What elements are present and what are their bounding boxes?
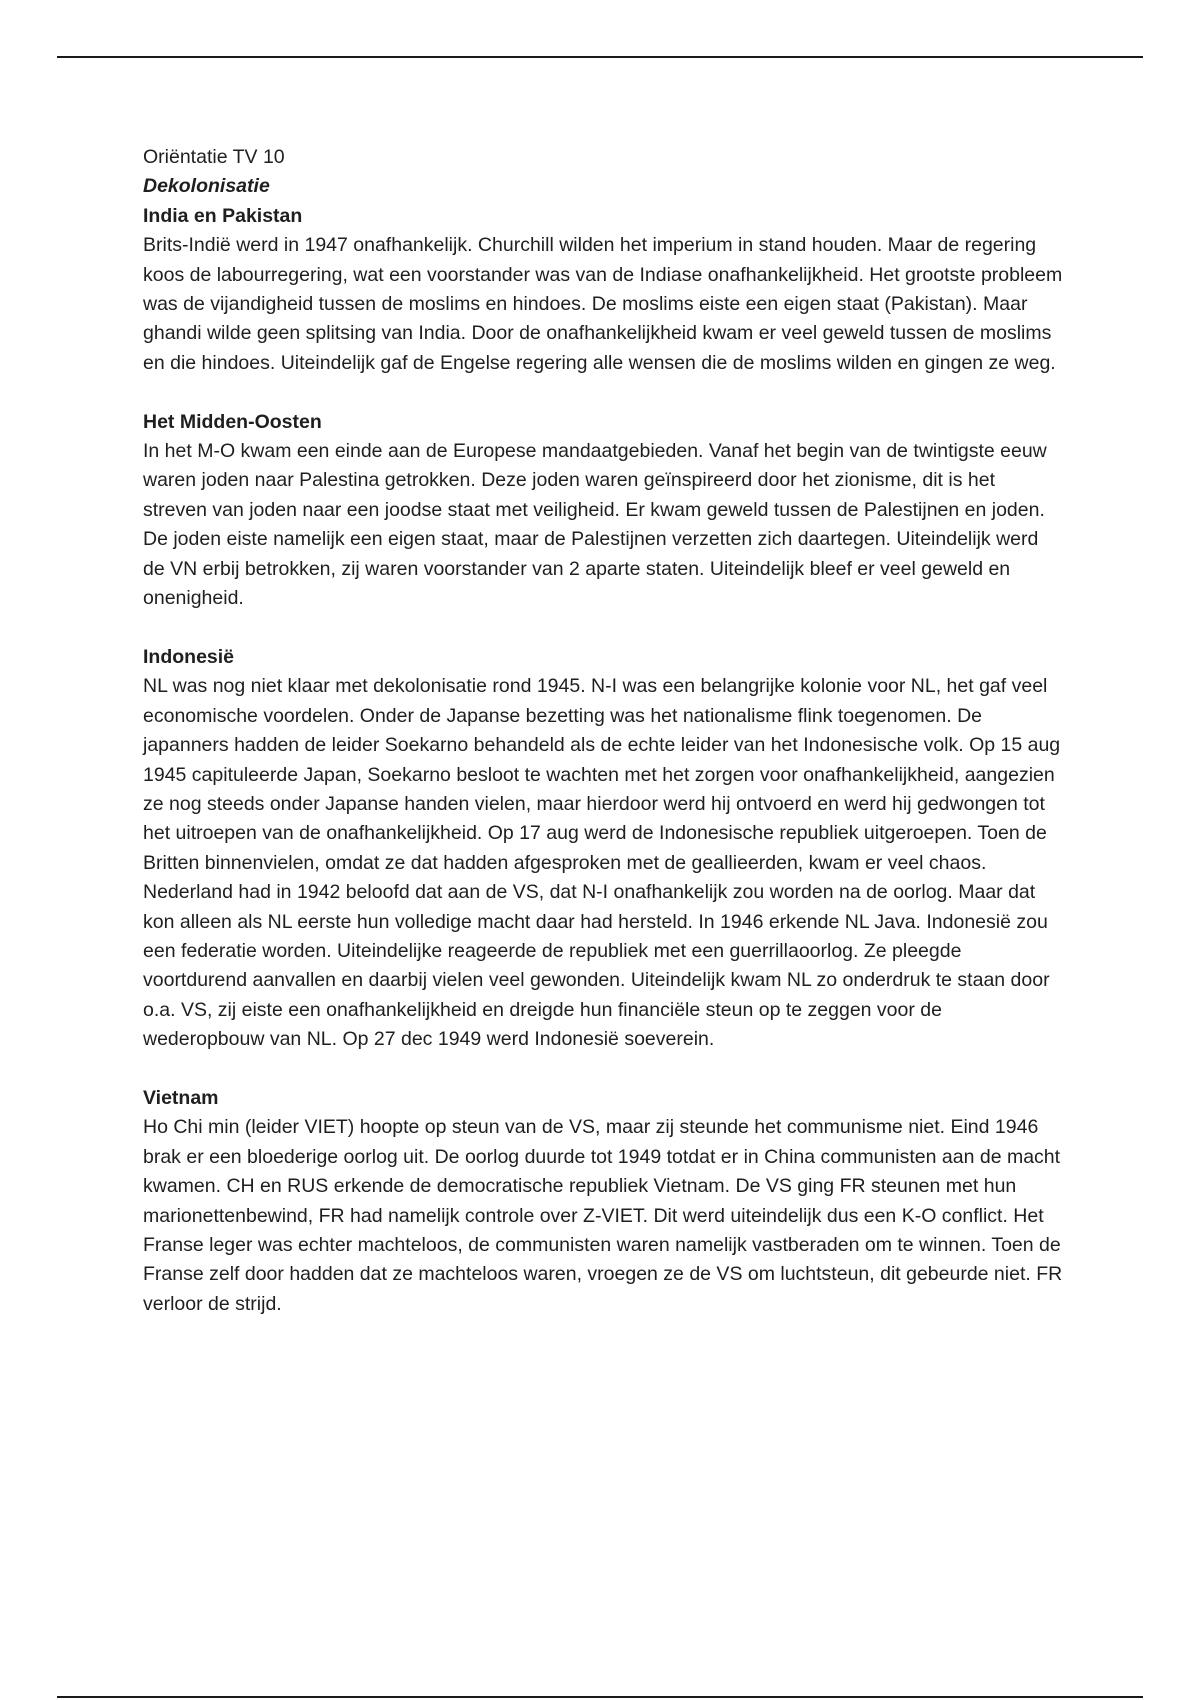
section-heading: Indonesië <box>143 645 235 668</box>
paragraph-gap <box>143 378 1063 407</box>
section-heading: Het Midden-Oosten <box>143 410 322 433</box>
section-midden-oosten <box>143 408 1063 614</box>
document-body <box>143 143 1063 1319</box>
section-body: Ho Chi min (leider VIET) hoopte op steun van de VS, maar zij steunde het communisme niet. Eind 1946 brak er een bloederige oorlog uit. De oorlog duurde tot 1949 totdat er in China communisten aan de macht kwamen. CH en RUS erkende de democratische republiek Vietnam. De VS ging FR steunen met hun marionettenbewind, FR had namelijk controle over Z-VIET. Dit werd uiteindelijk dus een K-O conflict. Het Franse leger was echter machteloos, de communisten waren namelijk vastberaden om te winnen. Toen de Franse zelf door hadden dat ze machteloos waren, vroegen ze de VS om luchtsteun, dit gebeurde niet. FR verloor de strijd. <box>143 1116 1063 1315</box>
paragraph-gap <box>143 613 1063 642</box>
document-title: Oriëntatie TV 10 <box>143 146 285 168</box>
section-heading: India en Pakistan <box>143 204 303 227</box>
document-subtitle: Dekolonisatie <box>143 175 270 198</box>
section-india-pakistan <box>143 202 1063 378</box>
section-indonesie <box>143 643 1063 1055</box>
section-vietnam <box>143 1084 1063 1319</box>
paragraph-gap <box>143 1055 1063 1084</box>
section-heading: Vietnam <box>143 1086 219 1109</box>
section-body: NL was nog niet klaar met dekolonisatie rond 1945. N-I was een belangrijke kolonie voor NL, het gaf veel economische voordelen. Onder de Japanse bezetting was het nationalisme flink toegenomen. De japanners hadden de leider Soekarno behandeld als de echte leider van het Indonesische volk. Op 15 aug 1945 capituleerde Japan, Soekarno besloot te wachten met het zorgen voor onafhankelijkheid, aangezien ze nog steeds onder Japanse handen vielen, maar hierdoor werd hij ontvoerd en werd hij gedwongen tot het uitroepen van de onafhankelijkheid. Op 17 aug werd de Indonesische republiek uitgeroepen. Toen de Britten binnenvielen, omdat ze dat hadden afgesproken met de geallieerden, kwam er veel chaos. Nederland had in 1942 beloofd dat aan de VS, dat N-I onafhankelijk zou worden na de oorlog. Maar dat kon alleen als NL eerste hun volledige macht daar had hersteld. In 1946 erkende NL Java. Indonesië zou een federatie worden. Uiteindelijke reageerde de republiek met een guerrillaoorlog. Ze pleegde voortdurend aanvallen en daarbij vielen veel gewonden. Uiteindelijk kwam NL zo onderdruk te staan door o.a. VS, zij eiste een onafhankelijkheid en dreigde hun financiële steun op te zeggen voor de wederopbouw van NL. Op 27 dec 1949 werd Indonesië soeverein. <box>143 675 1061 1051</box>
header-rule <box>57 56 1143 58</box>
section-body: Brits-Indië werd in 1947 onafhankelijk. Churchill wilden het imperium in stand houden. Maar de regering koos de labourregering, wat een voorstander was van de Indiase onafhankelijkheid. Het grootste probleem was de vijandigheid tussen de moslims en hindoes. De moslims eiste een eigen staat (Pakistan). Maar ghandi wilde geen splitsing van India. Door de onafhankelijkheid kwam er veel geweld tussen de moslims en die hindoes. Uiteindelijk gaf de Engelse regering alle wensen die de moslims wilden en gingen ze weg. <box>143 234 1063 374</box>
footer-rule <box>57 1696 1143 1698</box>
section-body: In het M-O kwam een einde aan de Europese mandaatgebieden. Vanaf het begin van de twintigste eeuw waren joden naar Palestina getrokken. Deze joden waren geïnspireerd door het zionisme, dit is het streven van joden naar een joodse staat met veiligheid. Er kwam geweld tussen de Palestijnen en joden. De joden eiste namelijk een eigen staat, maar de Palestijnen verzetten zich daartegen. Uiteindelijk werd de VN erbij betrokken, zij waren voorstander van 2 aparte staten. Uiteindelijk bleef er veel geweld en onenigheid. <box>143 440 1047 610</box>
